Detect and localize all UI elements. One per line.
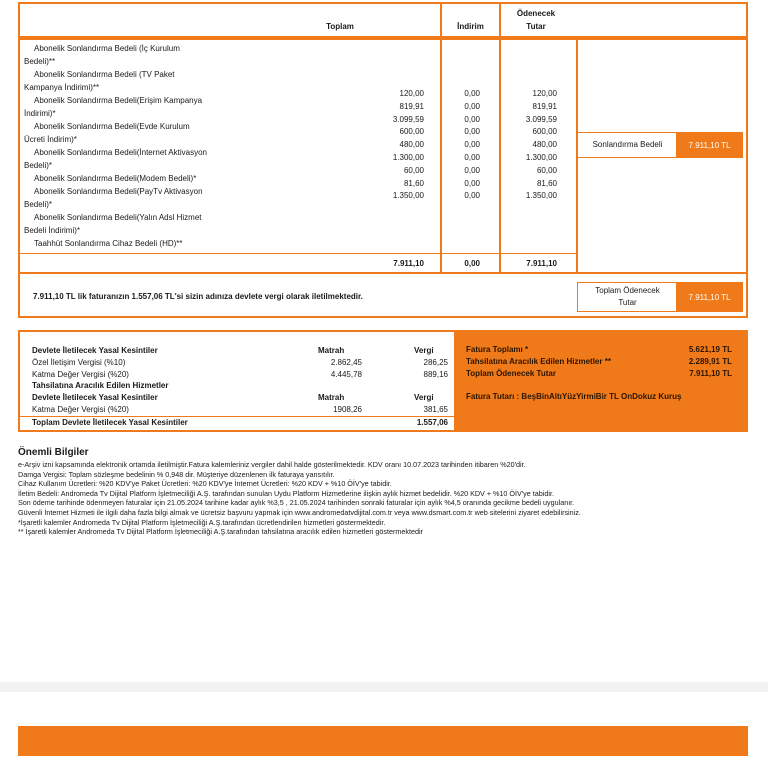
footer-bar bbox=[18, 726, 748, 756]
toplam-value: 1.350,00 bbox=[392, 191, 424, 201]
info-lines bbox=[18, 460, 748, 537]
item-description: Abonelik Sonlandırma Bedeli(Yalın Adsl Hizmet bbox=[34, 213, 202, 222]
deduction-row-name: Katma Değer Vergisi (%20) bbox=[32, 405, 129, 414]
info-line: Cihaz Kullanım Ücretleri: %20 KDV'ye Paket Ücretleri: %20 KDV'ye İnternet Ücretleri: %20 KDV + %10 ÖİV'ye tabidir. bbox=[18, 479, 392, 489]
indirim-value: 0,00 bbox=[464, 101, 480, 111]
sonlandirma-value: 7.911,10 TL bbox=[676, 132, 743, 158]
info-line: Damga Vergisi: Toplam sözleşme bedelinin % 0,948 dir. Müşteriye düzenlenen ilk faturaya yansıtılır. bbox=[18, 469, 335, 479]
toplam-odenecek-label-1: Toplam Ödenecek bbox=[595, 286, 660, 295]
item-description: Abonelik Sonlandırma Bedeli (İç Kurulum bbox=[34, 44, 180, 53]
item-description: Abonelik Sonlandırma Bedeli(PayTv Aktivasyon bbox=[34, 187, 203, 196]
deductions-total-label: Toplam Devlete İletilecek Yasal Kesintiler bbox=[32, 418, 188, 427]
deductions-section2-col-vergi: Vergi bbox=[414, 393, 434, 402]
summary-value: 2.289,91 TL bbox=[688, 357, 732, 366]
info-line: Son ödeme tarihinde ödenmeyen faturalar için 21.05.2024 tarihine kadar aylık %3,5 , 21.05.2024 tarihinden sonraki faturalar için aylık %4,5 oranında gecikme bedeli uygulanır. bbox=[18, 498, 575, 508]
deductions-section2-header: Devlete İletilecek Yasal Kesintiler bbox=[32, 393, 158, 402]
page-gap bbox=[0, 682, 768, 692]
deductions-col-vergi: Vergi bbox=[414, 346, 434, 355]
header-odenecek-line2: Tutar bbox=[526, 22, 546, 31]
indirim-value: 0,00 bbox=[464, 114, 480, 124]
item-descriptions bbox=[24, 42, 274, 250]
item-description: Abonelik Sonlandırma Bedeli(Modem Bedeli)* bbox=[34, 174, 197, 183]
item-description: Bedeli)* bbox=[24, 161, 53, 170]
info-line: Güvenli İnternet Hizmeti ile ilgili daha fazla bilgi almak ve ücretsiz başvuru yapmak için www.andromedatvdijital.com.tr veya www.dsmart.com.tr web sitelerini ziyaret edebilirsiniz. bbox=[18, 507, 581, 517]
deduction-row-vergi: 381,65 bbox=[423, 405, 448, 414]
toplam-value: 600,00 bbox=[399, 127, 424, 137]
odenecek-value: 1.300,00 bbox=[525, 152, 557, 162]
totals-top-line bbox=[18, 253, 578, 254]
indirim-value: 0,00 bbox=[464, 152, 480, 162]
item-description: Kampanya İndirimi)** bbox=[24, 83, 100, 92]
deduction-row-matrah: 2.862,45 bbox=[330, 358, 362, 367]
header-odenecek-line1: Ödenecek bbox=[516, 9, 556, 18]
toplam-values bbox=[350, 88, 424, 203]
toplam-value: 3.099,59 bbox=[392, 114, 424, 124]
deductions-total-line bbox=[20, 416, 454, 417]
item-description: Abonelik Sonlandırma Bedeli(Evde Kurulum bbox=[34, 122, 190, 131]
summary-value: 5.621,19 TL bbox=[688, 345, 732, 354]
deduction-row-name: Özel İletişim Vergisi (%10) bbox=[32, 358, 126, 367]
deductions-title: Devlete İletilecek Yasal Kesintiler bbox=[32, 346, 158, 355]
deduction-row-vergi: 286,25 bbox=[423, 358, 448, 367]
odenecek-value: 81,60 bbox=[536, 178, 557, 188]
info-line: e-Arşiv izni kapsamında elektronik ortamda iletilmiştir.Fatura kalemleriniz vergiler dahil halde gösterilmektedir. KDV oranı 10.07.2023 tarihinden itibaren %20'dir. bbox=[18, 460, 526, 469]
header-divider-1 bbox=[440, 2, 442, 38]
deductions-section2-col-matrah: Matrah bbox=[318, 393, 345, 402]
summary-label: Toplam Ödenecek Tutar bbox=[466, 369, 556, 378]
info-line: *İşaretli kalemler Andromeda Tv Dijital Platform İşletmeciliği A.Ş.tarafından ücretlendirilen hizmetleri göstermektedir. bbox=[18, 517, 386, 527]
info-title: Önemli Bilgiler bbox=[18, 447, 89, 458]
odenecek-value: 120,00 bbox=[532, 89, 557, 98]
toplam-value: 480,00 bbox=[399, 140, 424, 150]
odenecek-value: 1.350,00 bbox=[525, 191, 557, 201]
indirim-value: 0,00 bbox=[464, 191, 480, 201]
header-frame bbox=[18, 2, 748, 38]
total-indirim: 0,00 bbox=[464, 259, 480, 268]
summary-amount-in-words: Fatura Tutarı : BeşBinAltıYüzYirmiBir TL OnDokuz Kuruş bbox=[466, 392, 682, 401]
item-description: Abonelik Sonlandırma Bedeli(Erişim Kampanya bbox=[34, 96, 203, 105]
header-divider-2 bbox=[499, 2, 501, 38]
header-indirim: İndirim bbox=[457, 22, 484, 31]
deduction-row-matrah: 4.445,78 bbox=[330, 370, 362, 379]
odenecek-value: 480,00 bbox=[532, 140, 557, 150]
info-line: ** İşaretli kalemler Andromeda Tv Dijital Platform İşletmeciliği A.Ş.tarafından tahsilatına aracılık edilen hizmetleri göstermektedir bbox=[18, 527, 423, 537]
toplam-odenecek-value: 7.911,10 TL bbox=[676, 282, 743, 312]
odenecek-value: 600,00 bbox=[532, 127, 557, 137]
toplam-value: 120,00 bbox=[399, 89, 424, 98]
toplam-odenecek-label-2: Tutar bbox=[618, 298, 637, 307]
summary-value: 7.911,10 TL bbox=[689, 369, 732, 378]
indirim-value: 0,00 bbox=[464, 165, 480, 175]
info-line: İletim Bedeli: Andromeda Tv Dijital Platform İşletmeciliği A.Ş. tarafından sunulan Uydu Platform Hizmetlerine ilişkin aylık hizmet bedelidir. %20 KDV + %10 ÖİV'ye tabidir. bbox=[18, 488, 554, 498]
odenecek-values bbox=[500, 88, 557, 203]
odenecek-value: 3.099,59 bbox=[525, 114, 557, 124]
indirim-value: 0,00 bbox=[464, 178, 480, 188]
sonlandirma-label: Sonlandırma Bedeli bbox=[592, 140, 663, 149]
indirim-value: 0,00 bbox=[464, 140, 480, 150]
deduction-row-name: Katma Değer Vergisi (%20) bbox=[32, 370, 129, 379]
tax-note: 7.911,10 TL lik faturanızın 1.557,06 TL'si sizin adınıza devlete vergi olarak iletilmektedir. bbox=[33, 292, 363, 301]
deductions-col-matrah: Matrah bbox=[318, 346, 345, 355]
item-description: Bedeli)* bbox=[24, 200, 53, 209]
toplam-value: 81,60 bbox=[403, 178, 424, 188]
item-description: Abonelik Sonlandırma Bedeli (TV Paket bbox=[34, 70, 175, 79]
deductions-section2-title: Tahsilatına Aracılık Edilen Hizmetler bbox=[32, 381, 169, 390]
item-description: Bedeli)** bbox=[24, 57, 56, 66]
item-description: Abonelik Sonlandırma Bedeli(İnternet Aktivasyon bbox=[34, 148, 207, 157]
odenecek-value: 60,00 bbox=[536, 165, 557, 175]
toplam-value: 60,00 bbox=[403, 165, 424, 175]
odenecek-value: 819,91 bbox=[532, 101, 557, 111]
deductions-total-value: 1.557,06 bbox=[416, 418, 448, 427]
header-toplam: Toplam bbox=[326, 22, 354, 31]
summary-label: Fatura Toplamı * bbox=[466, 345, 529, 354]
summary-label: Tahsilatına Aracılık Edilen Hizmetler ** bbox=[466, 357, 611, 366]
indirim-value: 0,00 bbox=[464, 89, 480, 98]
item-description: Ücreti İndirim)* bbox=[24, 135, 77, 144]
toplam-value: 1.300,00 bbox=[392, 152, 424, 162]
item-description: Bedeli İndirimi)* bbox=[24, 226, 81, 235]
indirim-value: 0,00 bbox=[464, 127, 480, 137]
deduction-row-matrah: 1908,26 bbox=[333, 405, 362, 414]
item-description: Taahhüt Sonlandırma Cihaz Bedeli (HD)** bbox=[34, 239, 183, 248]
total-toplam: 7.911,10 bbox=[393, 259, 424, 268]
item-description: İndirimi)* bbox=[24, 109, 56, 118]
toplam-value: 819,91 bbox=[399, 101, 424, 111]
deduction-row-vergi: 889,16 bbox=[423, 370, 448, 379]
total-odenecek: 7.911,10 bbox=[526, 259, 557, 268]
indirim-values bbox=[442, 88, 480, 203]
